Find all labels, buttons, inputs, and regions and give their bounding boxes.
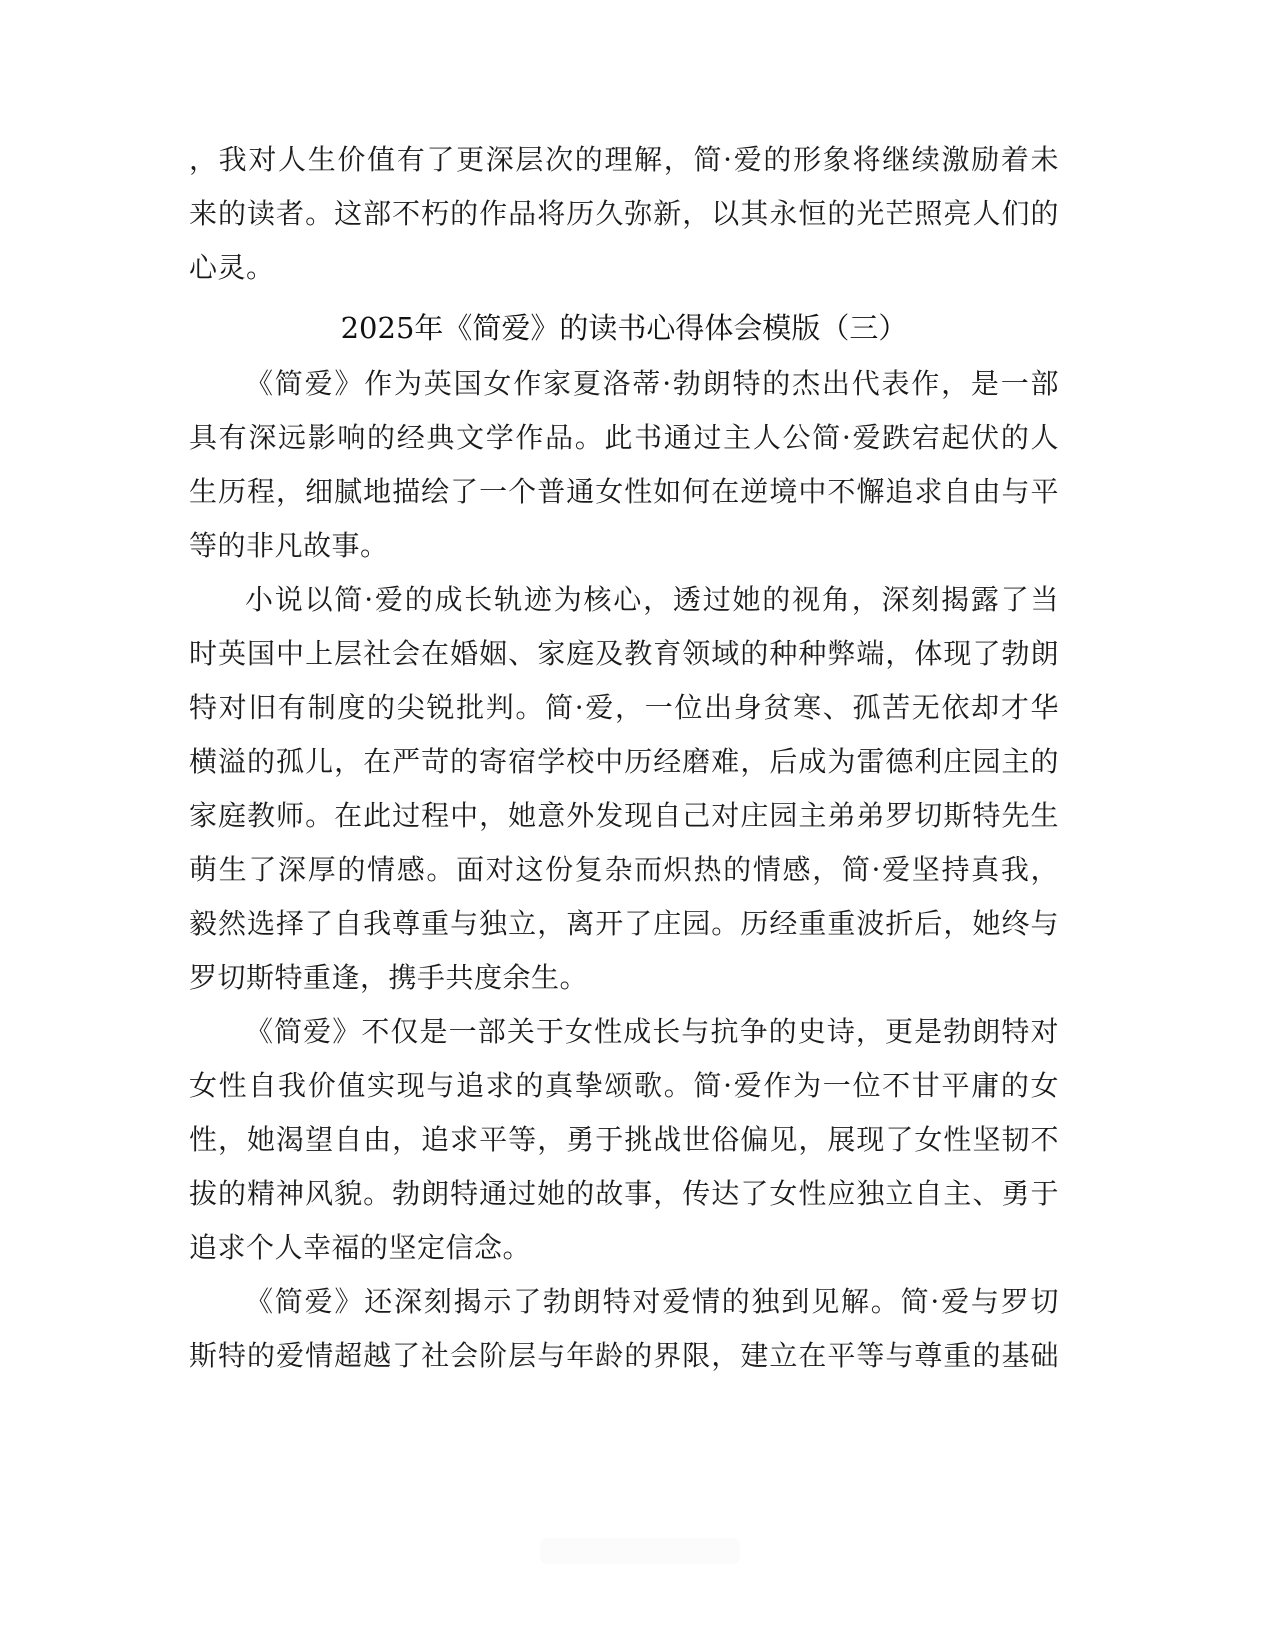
text-line: 等的非凡故事。 bbox=[189, 529, 389, 562]
text-line: 《简爱》作为英国女作家夏洛蒂·勃朗特的杰出代表作，是一部 bbox=[245, 367, 1059, 400]
text-line: 来的读者。这部不朽的作品将历久弥新，以其永恒的光芒照亮人们的 bbox=[189, 197, 1059, 230]
text-line: 家庭教师。在此过程中，她意外发现自己对庄园主弟弟罗切斯特先生 bbox=[189, 799, 1059, 832]
text-line: 小说以简·爱的成长轨迹为核心，透过她的视角，深刻揭露了当 bbox=[245, 583, 1059, 616]
footer-watermark bbox=[540, 1538, 740, 1564]
text-line: 横溢的孤儿，在严苛的寄宿学校中历经磨难，后成为雷德利庄园主的 bbox=[189, 745, 1059, 778]
text-line: 《简爱》不仅是一部关于女性成长与抗争的史诗，更是勃朗特对 bbox=[245, 1015, 1059, 1048]
text-line: 特对旧有制度的尖锐批判。简·爱，一位出身贫寒、孤苦无依却才华 bbox=[189, 691, 1059, 724]
text-line: 罗切斯特重逢，携手共度余生。 bbox=[189, 961, 589, 994]
text-line: 心灵。 bbox=[189, 251, 275, 284]
section-title: 2025年《简爱》的读书心得体会模版（三） bbox=[340, 311, 908, 345]
text-line: 生历程，细腻地描绘了一个普通女性如何在逆境中不懈追求自由与平 bbox=[189, 475, 1059, 508]
text-line: 女性自我价值实现与追求的真挚颂歌。简·爱作为一位不甘平庸的女 bbox=[189, 1069, 1059, 1102]
text-line: 具有深远影响的经典文学作品。此书通过主人公简·爱跌宕起伏的人 bbox=[189, 421, 1059, 454]
text-line: 拔的精神风貌。勃朗特通过她的故事，传达了女性应独立自主、勇于 bbox=[189, 1177, 1059, 1210]
text-line: ，我对人生价值有了更深层次的理解，简·爱的形象将继续激励着未 bbox=[189, 143, 1059, 176]
text-line: 毅然选择了自我尊重与独立，离开了庄园。历经重重波折后，她终与 bbox=[189, 907, 1059, 940]
text-line: 斯特的爱情超越了社会阶层与年龄的界限，建立在平等与尊重的基础 bbox=[189, 1339, 1059, 1372]
text-line: 萌生了深厚的情感。面对这份复杂而炽热的情感，简·爱坚持真我， bbox=[189, 853, 1059, 886]
text-line: 追求个人幸福的坚定信念。 bbox=[189, 1231, 532, 1264]
text-line: 时英国中上层社会在婚姻、家庭及教育领域的种种弊端，体现了勃朗 bbox=[189, 637, 1059, 670]
text-line: 性，她渴望自由，追求平等，勇于挑战世俗偏见，展现了女性坚韧不 bbox=[189, 1123, 1059, 1156]
text-line: 《简爱》还深刻揭示了勃朗特对爱情的独到见解。简·爱与罗切 bbox=[245, 1285, 1059, 1318]
